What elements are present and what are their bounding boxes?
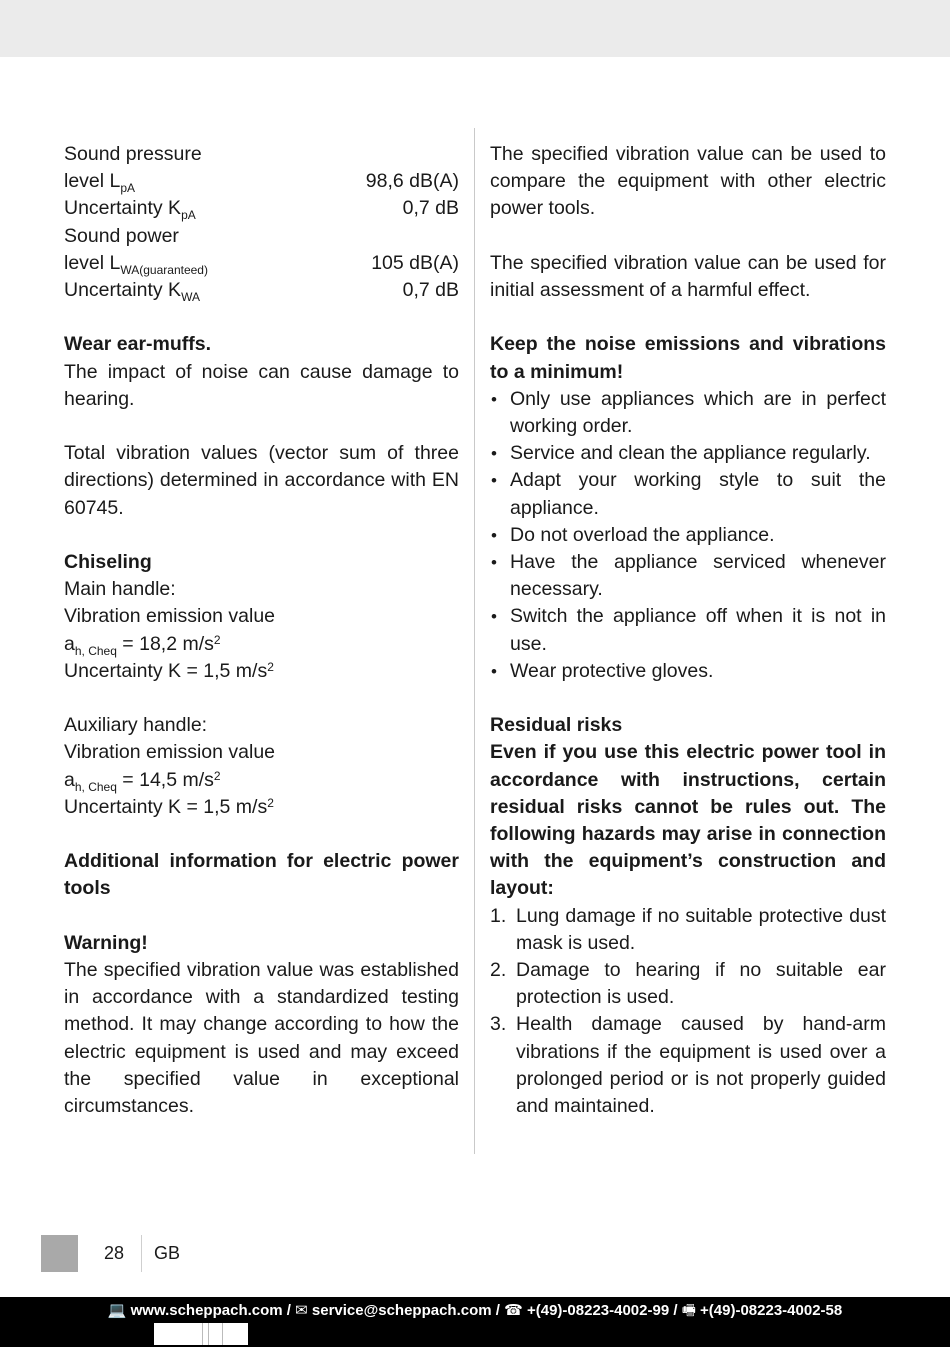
footer-contact: 💻 www.scheppach.com / ✉ service@scheppach.com / ☎ +(49)-08223-4002-99 / 🖷 +(49)-08223-4002-58	[107, 1302, 843, 1319]
compare-text: The specified vibration value can be used to compare the equipment with other electric power tools.	[490, 143, 886, 220]
list-number: 2.	[490, 959, 507, 982]
page-marker	[41, 1235, 78, 1272]
sound-pressure-value: 98,6 dB(A)	[365, 170, 459, 193]
top-band	[0, 0, 950, 57]
left-column	[64, 141, 459, 1120]
uncertainty-kwa-label: Uncertainty K	[64, 279, 182, 302]
initial-assessment-text: The specified vibration value can be used for initial assessment of a harmful effect.	[490, 251, 886, 301]
bullet-icon: •	[491, 553, 497, 573]
auxiliary-handle-label: Auxiliary handle:	[64, 714, 208, 737]
list-item: • Do not overload the appliance.	[490, 522, 886, 549]
recommendation-list	[490, 386, 886, 685]
ear-muffs-heading: Wear ear-muffs.	[64, 333, 212, 356]
email-link[interactable]: service@scheppach.com	[311, 1302, 492, 1319]
phone-number: +(49)-08223-4002-99	[526, 1302, 670, 1319]
additional-info-heading: Additional information for electric power tools	[64, 850, 459, 900]
uncertainty-kpa-row	[64, 195, 459, 222]
uncertainty-kwa-value: 0,7 dB	[402, 279, 459, 302]
column-divider	[474, 128, 475, 1154]
right-column	[490, 141, 886, 1120]
list-item: 3. Health damage caused by hand-arm vibrations if the equipment is used over a prolonged period or is not properly guided and maintained.	[490, 1013, 886, 1118]
keep-minimum-heading: Keep the noise emissions and vibrations to a minimum!	[490, 333, 886, 383]
page-separator	[141, 1235, 142, 1272]
warning-text: The specified vibration value was established in accordance with a standardized testing method. It may change according to how the electric equipment is used and may exceed the specified value in exceptional circumstances.	[64, 959, 459, 1118]
mail-icon: ✉	[295, 1302, 308, 1319]
uncertainty-kwa-subscript: WA	[181, 290, 200, 305]
sound-pressure-label: Sound pressure	[64, 143, 202, 165]
aux-uncertainty: Uncertainty K = 1,5 $m/s^2$	[64, 795, 274, 818]
list-item: • Only use appliances which are in perfect working order.	[491, 387, 886, 437]
list-item: • Wear protective gloves.	[490, 658, 886, 685]
warning-heading: Warning!	[64, 931, 148, 954]
residual-risks-heading: Residual risks	[490, 714, 623, 737]
language-code: GB	[154, 1243, 181, 1263]
aux-emission-value: $a_{h, Cheq} = 14,5$ $m/s^2$	[64, 768, 221, 794]
list-item: 1. Lung damage if no suitable protective dust mask is used.	[490, 904, 886, 954]
list-item: • Have the appliance serviced whenever necessary.	[491, 551, 886, 601]
main-uncertainty: Uncertainty K = 1,5 $m/s^2$	[64, 659, 274, 682]
fax-number: +(49)-08223-4002-58	[700, 1302, 843, 1319]
bullet-icon: •	[491, 607, 497, 627]
main-handle-label: Main handle:	[64, 578, 176, 601]
sound-power-row	[64, 250, 459, 277]
bullet-icon: •	[491, 471, 497, 491]
sound-power-label: Sound power	[64, 224, 179, 247]
list-number: 1.	[490, 904, 507, 927]
sound-power-value: 105 dB(A)	[371, 251, 459, 274]
sound-power-level-label: level L	[64, 251, 121, 274]
list-item: • Switch the appliance off when it is not in use.	[491, 605, 886, 655]
main-emission-value: $a_{h, Cheq} = 18,2$ $m/s^2$	[64, 632, 221, 658]
chiseling-heading: Chiseling	[64, 551, 152, 573]
phone-icon: ☎	[504, 1302, 523, 1319]
residual-risks-intro: Even if you use this electric power tool in accordance with instructions, certain residual risks cannot be rules out. The following hazards may arise in connection with the equipment’s construction and layout:	[490, 741, 886, 900]
list-item: 2. Damage to hearing if no suitable ear protection is used.	[490, 959, 886, 1009]
sound-power-subscript: WA(guaranteed)	[120, 262, 208, 277]
uncertainty-kpa-label: Uncertainty K	[64, 197, 182, 220]
bullet-icon: •	[491, 444, 497, 464]
list-item: • Service and clean the appliance regularly.	[490, 440, 886, 467]
total-vibration-text: Total vibration values (vector sum of three directions) determined in accordance with EN 60745.	[64, 442, 459, 519]
main-emission-label: Vibration emission value	[64, 605, 276, 628]
bullet-icon: •	[491, 661, 497, 681]
risk-list	[490, 903, 886, 1121]
list-item: • Adapt your working style to suit the appliance.	[491, 469, 886, 519]
footer-color-bar	[154, 1323, 248, 1345]
aux-emission-label: Vibration emission value	[64, 741, 276, 764]
website-link[interactable]: www.scheppach.com	[130, 1302, 283, 1319]
bullet-icon: •	[491, 389, 497, 409]
uncertainty-kpa-subscript: pA	[181, 208, 196, 223]
page-number: 28	[104, 1243, 125, 1263]
sound-pressure-row	[64, 168, 459, 195]
uncertainty-kpa-value: 0,7 dB	[402, 197, 459, 220]
list-number: 3.	[490, 1013, 507, 1036]
uncertainty-kwa-row	[64, 277, 459, 304]
bullet-icon: •	[491, 525, 497, 545]
computer-icon: 💻	[107, 1302, 127, 1319]
sound-pressure-level-label: level L	[64, 170, 121, 193]
fax-icon: 🖷	[681, 1302, 696, 1319]
noise-impact-text: The impact of noise can cause damage to hearing.	[64, 360, 459, 410]
sound-pressure-subscript: pA	[120, 181, 136, 196]
